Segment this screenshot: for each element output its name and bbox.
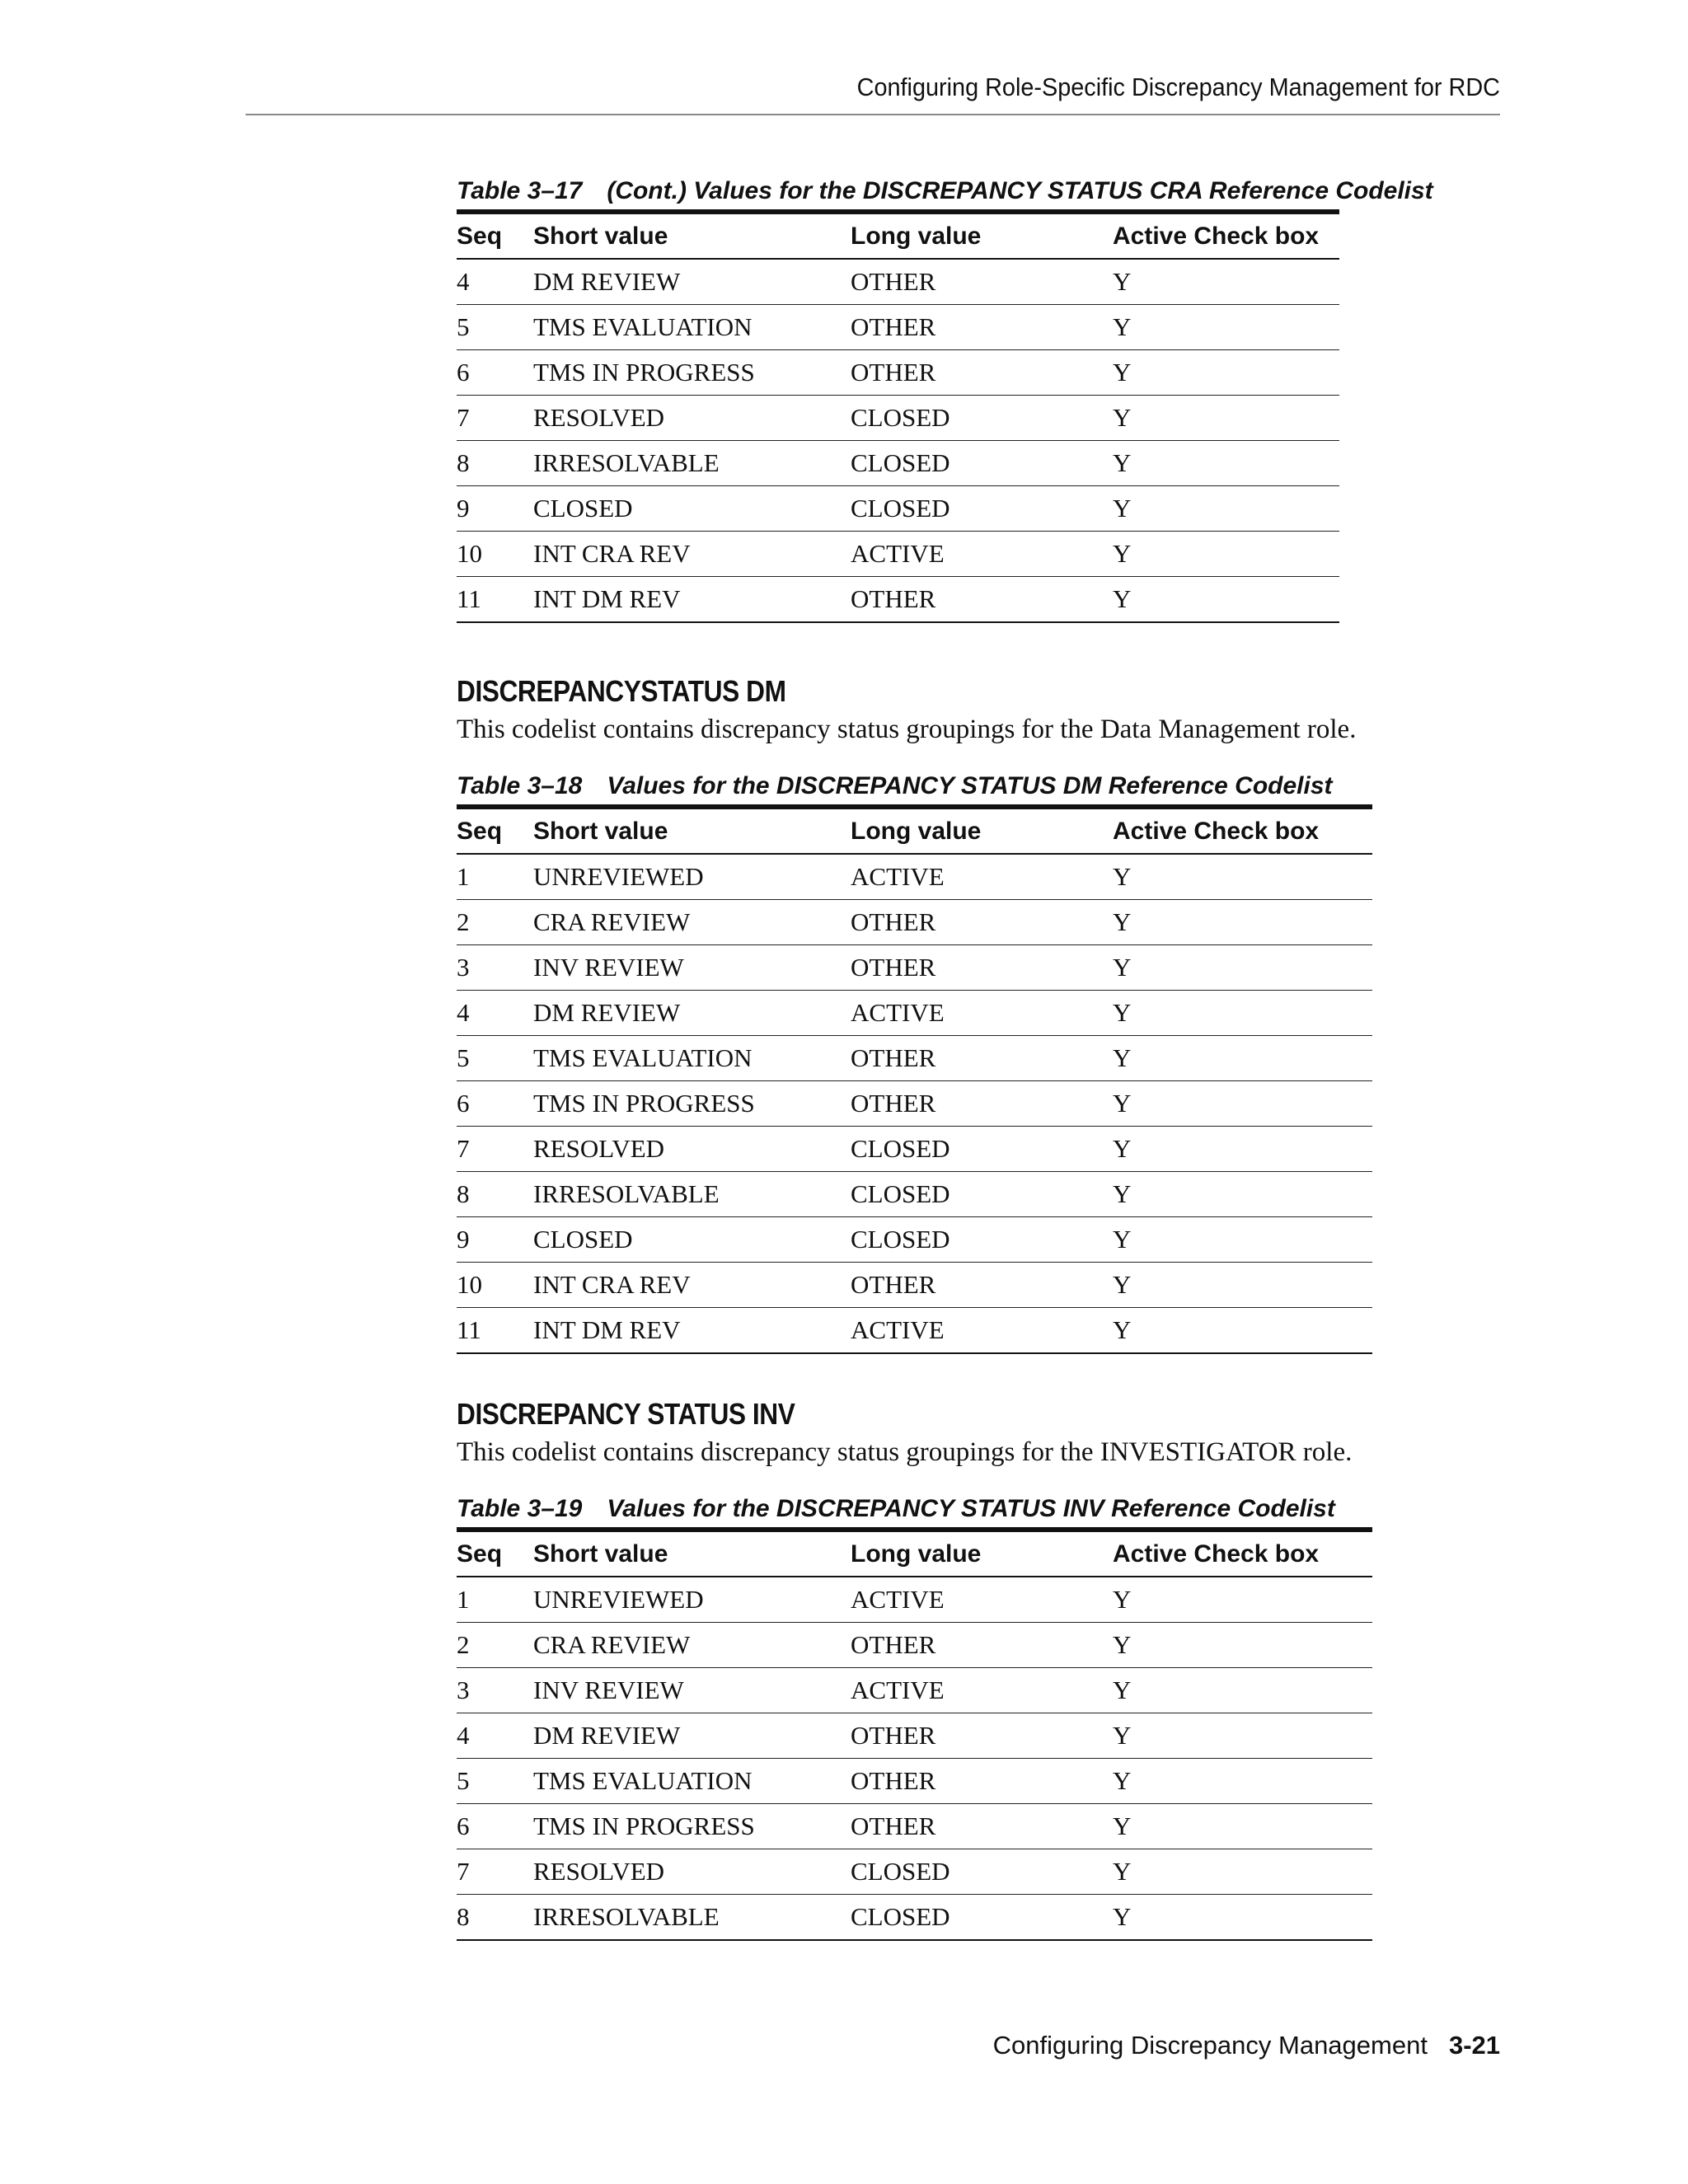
- cell-seq: 7: [457, 396, 533, 441]
- cell-long-value: CLOSED: [851, 486, 1113, 532]
- cell-active-check: Y: [1113, 350, 1339, 396]
- table-number: Table 3–19: [457, 1495, 583, 1522]
- cell-active-check: Y: [1113, 1759, 1372, 1804]
- cell-seq: 7: [457, 1127, 533, 1172]
- column-header-short-value: Short value: [533, 212, 851, 259]
- cell-short-value: RESOLVED: [533, 1127, 851, 1172]
- cell-active-check: Y: [1113, 1577, 1372, 1623]
- table-row: [457, 1713, 1372, 1759]
- cell-active-check: Y: [1113, 854, 1372, 900]
- section-heading-inv: DISCREPANCY STATUS INV: [457, 1397, 795, 1431]
- cell-seq: 1: [457, 1577, 533, 1623]
- table-row: [457, 1804, 1372, 1849]
- cell-active-check: Y: [1113, 1804, 1372, 1849]
- table-row: [457, 577, 1339, 623]
- cell-short-value: IRRESOLVABLE: [533, 1895, 851, 1941]
- column-header-active-check: Active Check box: [1113, 807, 1372, 854]
- cell-long-value: CLOSED: [851, 1895, 1113, 1941]
- cell-active-check: Y: [1113, 577, 1339, 623]
- column-header-seq: Seq: [457, 1530, 533, 1577]
- table-row: [457, 441, 1339, 486]
- cell-active-check: Y: [1113, 900, 1372, 945]
- table-row: [457, 1217, 1372, 1263]
- cell-short-value: INT CRA REV: [533, 532, 851, 577]
- table-header-row: [457, 212, 1339, 259]
- codelist-table-inv: [457, 1527, 1372, 1941]
- column-header-active-check: Active Check box: [1113, 1530, 1372, 1577]
- page-number: 3-21: [1448, 2031, 1500, 2060]
- cell-short-value: RESOLVED: [533, 396, 851, 441]
- cell-long-value: ACTIVE: [851, 1668, 1113, 1713]
- cell-seq: 8: [457, 1895, 533, 1941]
- table-row: [457, 1759, 1372, 1804]
- table-caption-inv: [457, 1491, 1500, 1527]
- cell-active-check: Y: [1113, 486, 1339, 532]
- cell-short-value: INV REVIEW: [533, 945, 851, 991]
- cell-long-value: OTHER: [851, 1081, 1113, 1127]
- header-rule: [246, 114, 1500, 115]
- section-description-dm: This codelist contains discrepancy status groupings for the Data Management role.: [457, 715, 1357, 744]
- cell-short-value: DM REVIEW: [533, 991, 851, 1036]
- cell-long-value: OTHER: [851, 259, 1113, 305]
- cell-active-check: Y: [1113, 305, 1339, 350]
- table-row: [457, 1172, 1372, 1217]
- table-row: [457, 259, 1339, 305]
- cell-short-value: INT DM REV: [533, 577, 851, 623]
- cell-seq: 2: [457, 1623, 533, 1668]
- cell-seq: 6: [457, 350, 533, 396]
- table-row: [457, 1263, 1372, 1308]
- cell-active-check: Y: [1113, 1263, 1372, 1308]
- table-row: [457, 900, 1372, 945]
- table-row: [457, 1895, 1372, 1941]
- cell-short-value: TMS EVALUATION: [533, 1036, 851, 1081]
- cell-short-value: TMS EVALUATION: [533, 1759, 851, 1804]
- table-row: [457, 1623, 1372, 1668]
- table-row: [457, 1127, 1372, 1172]
- cell-short-value: INT CRA REV: [533, 1263, 851, 1308]
- cell-long-value: OTHER: [851, 945, 1113, 991]
- cell-long-value: CLOSED: [851, 1217, 1113, 1263]
- cell-seq: 4: [457, 991, 533, 1036]
- cell-seq: 10: [457, 532, 533, 577]
- table-title: Values for the DISCREPANCY STATUS INV Reference Codelist: [607, 1495, 1335, 1522]
- cell-active-check: Y: [1113, 1623, 1372, 1668]
- cell-long-value: CLOSED: [851, 1127, 1113, 1172]
- cell-active-check: Y: [1113, 1849, 1372, 1895]
- page-content: [457, 173, 1500, 1941]
- cell-active-check: Y: [1113, 396, 1339, 441]
- cell-short-value: DM REVIEW: [533, 259, 851, 305]
- cell-short-value: TMS EVALUATION: [533, 305, 851, 350]
- table-title: Values for the DISCREPANCY STATUS DM Reference Codelist: [607, 772, 1333, 799]
- column-header-active-check: Active Check box: [1113, 212, 1339, 259]
- cell-short-value: RESOLVED: [533, 1849, 851, 1895]
- cell-active-check: Y: [1113, 1308, 1372, 1354]
- table-number: Table 3–17: [457, 177, 583, 204]
- cell-seq: 9: [457, 486, 533, 532]
- table-title: (Cont.) Values for the DISCREPANCY STATUS CRA Reference Codelist: [607, 177, 1433, 204]
- cell-active-check: Y: [1113, 1668, 1372, 1713]
- table-header-row: [457, 1530, 1372, 1577]
- cell-seq: 5: [457, 1036, 533, 1081]
- cell-active-check: Y: [1113, 1217, 1372, 1263]
- cell-active-check: Y: [1113, 441, 1339, 486]
- cell-long-value: OTHER: [851, 1759, 1113, 1804]
- table-caption-cra: [457, 173, 1500, 209]
- cell-seq: 10: [457, 1263, 533, 1308]
- cell-seq: 9: [457, 1217, 533, 1263]
- cell-short-value: INT DM REV: [533, 1308, 851, 1354]
- column-header-seq: Seq: [457, 212, 533, 259]
- table-row: [457, 1081, 1372, 1127]
- table-caption-dm: [457, 768, 1500, 804]
- section-description-inv: This codelist contains discrepancy status groupings for the INVESTIGATOR role.: [457, 1437, 1353, 1467]
- codelist-table-dm: [457, 804, 1372, 1354]
- running-header: Configuring Role-Specific Discrepancy Management for RDC: [856, 73, 1500, 101]
- cell-seq: 3: [457, 945, 533, 991]
- cell-short-value: TMS IN PROGRESS: [533, 350, 851, 396]
- cell-active-check: Y: [1113, 1172, 1372, 1217]
- cell-active-check: Y: [1113, 1713, 1372, 1759]
- column-header-long-value: Long value: [851, 212, 1113, 259]
- cell-active-check: Y: [1113, 945, 1372, 991]
- cell-active-check: Y: [1113, 1895, 1372, 1941]
- table-row: [457, 854, 1372, 900]
- cell-active-check: Y: [1113, 532, 1339, 577]
- cell-active-check: Y: [1113, 1081, 1372, 1127]
- cell-short-value: CRA REVIEW: [533, 900, 851, 945]
- cell-long-value: OTHER: [851, 305, 1113, 350]
- cell-long-value: OTHER: [851, 900, 1113, 945]
- column-header-long-value: Long value: [851, 1530, 1113, 1577]
- table-row: [457, 1668, 1372, 1713]
- cell-long-value: CLOSED: [851, 396, 1113, 441]
- table-row: [457, 1577, 1372, 1623]
- cell-seq: 6: [457, 1081, 533, 1127]
- cell-short-value: CRA REVIEW: [533, 1623, 851, 1668]
- cell-long-value: OTHER: [851, 577, 1113, 623]
- cell-seq: 5: [457, 1759, 533, 1804]
- column-header-short-value: Short value: [533, 807, 851, 854]
- cell-long-value: ACTIVE: [851, 1308, 1113, 1354]
- cell-active-check: Y: [1113, 991, 1372, 1036]
- cell-short-value: INV REVIEW: [533, 1668, 851, 1713]
- table-row: [457, 532, 1339, 577]
- column-header-seq: Seq: [457, 807, 533, 854]
- table-row: [457, 1036, 1372, 1081]
- cell-short-value: TMS IN PROGRESS: [533, 1804, 851, 1849]
- table-row: [457, 991, 1372, 1036]
- cell-seq: 8: [457, 441, 533, 486]
- cell-long-value: CLOSED: [851, 1172, 1113, 1217]
- cell-short-value: CLOSED: [533, 1217, 851, 1263]
- cell-seq: 5: [457, 305, 533, 350]
- table-row: [457, 1308, 1372, 1354]
- table-header-row: [457, 807, 1372, 854]
- cell-seq: 3: [457, 1668, 533, 1713]
- table-number: Table 3–18: [457, 772, 583, 799]
- cell-long-value: OTHER: [851, 350, 1113, 396]
- cell-seq: 6: [457, 1804, 533, 1849]
- cell-short-value: TMS IN PROGRESS: [533, 1081, 851, 1127]
- cell-active-check: Y: [1113, 1127, 1372, 1172]
- codelist-table-cra: [457, 209, 1339, 623]
- cell-long-value: OTHER: [851, 1036, 1113, 1081]
- table-row: [457, 486, 1339, 532]
- cell-short-value: UNREVIEWED: [533, 854, 851, 900]
- cell-active-check: Y: [1113, 1036, 1372, 1081]
- cell-long-value: ACTIVE: [851, 991, 1113, 1036]
- cell-seq: 11: [457, 577, 533, 623]
- cell-long-value: OTHER: [851, 1263, 1113, 1308]
- cell-long-value: CLOSED: [851, 441, 1113, 486]
- footer-chapter-title: Configuring Discrepancy Management: [992, 2031, 1428, 2060]
- table-row: [457, 945, 1372, 991]
- cell-short-value: CLOSED: [533, 486, 851, 532]
- cell-seq: 4: [457, 259, 533, 305]
- cell-long-value: OTHER: [851, 1804, 1113, 1849]
- cell-seq: 11: [457, 1308, 533, 1354]
- cell-short-value: DM REVIEW: [533, 1713, 851, 1759]
- cell-long-value: ACTIVE: [851, 854, 1113, 900]
- cell-seq: 1: [457, 854, 533, 900]
- column-header-long-value: Long value: [851, 807, 1113, 854]
- column-header-short-value: Short value: [533, 1530, 851, 1577]
- cell-seq: 2: [457, 900, 533, 945]
- cell-short-value: IRRESOLVABLE: [533, 441, 851, 486]
- table-row: [457, 1849, 1372, 1895]
- table-row: [457, 396, 1339, 441]
- table-row: [457, 305, 1339, 350]
- section-heading-dm: DISCREPANCYSTATUS DM: [457, 674, 786, 708]
- cell-seq: 7: [457, 1849, 533, 1895]
- cell-short-value: IRRESOLVABLE: [533, 1172, 851, 1217]
- cell-long-value: CLOSED: [851, 1849, 1113, 1895]
- table-row: [457, 350, 1339, 396]
- cell-seq: 8: [457, 1172, 533, 1217]
- cell-active-check: Y: [1113, 259, 1339, 305]
- cell-long-value: ACTIVE: [851, 532, 1113, 577]
- cell-seq: 4: [457, 1713, 533, 1759]
- cell-short-value: UNREVIEWED: [533, 1577, 851, 1623]
- cell-long-value: OTHER: [851, 1623, 1113, 1668]
- cell-long-value: ACTIVE: [851, 1577, 1113, 1623]
- cell-long-value: OTHER: [851, 1713, 1113, 1759]
- page-footer: [246, 2031, 1500, 2060]
